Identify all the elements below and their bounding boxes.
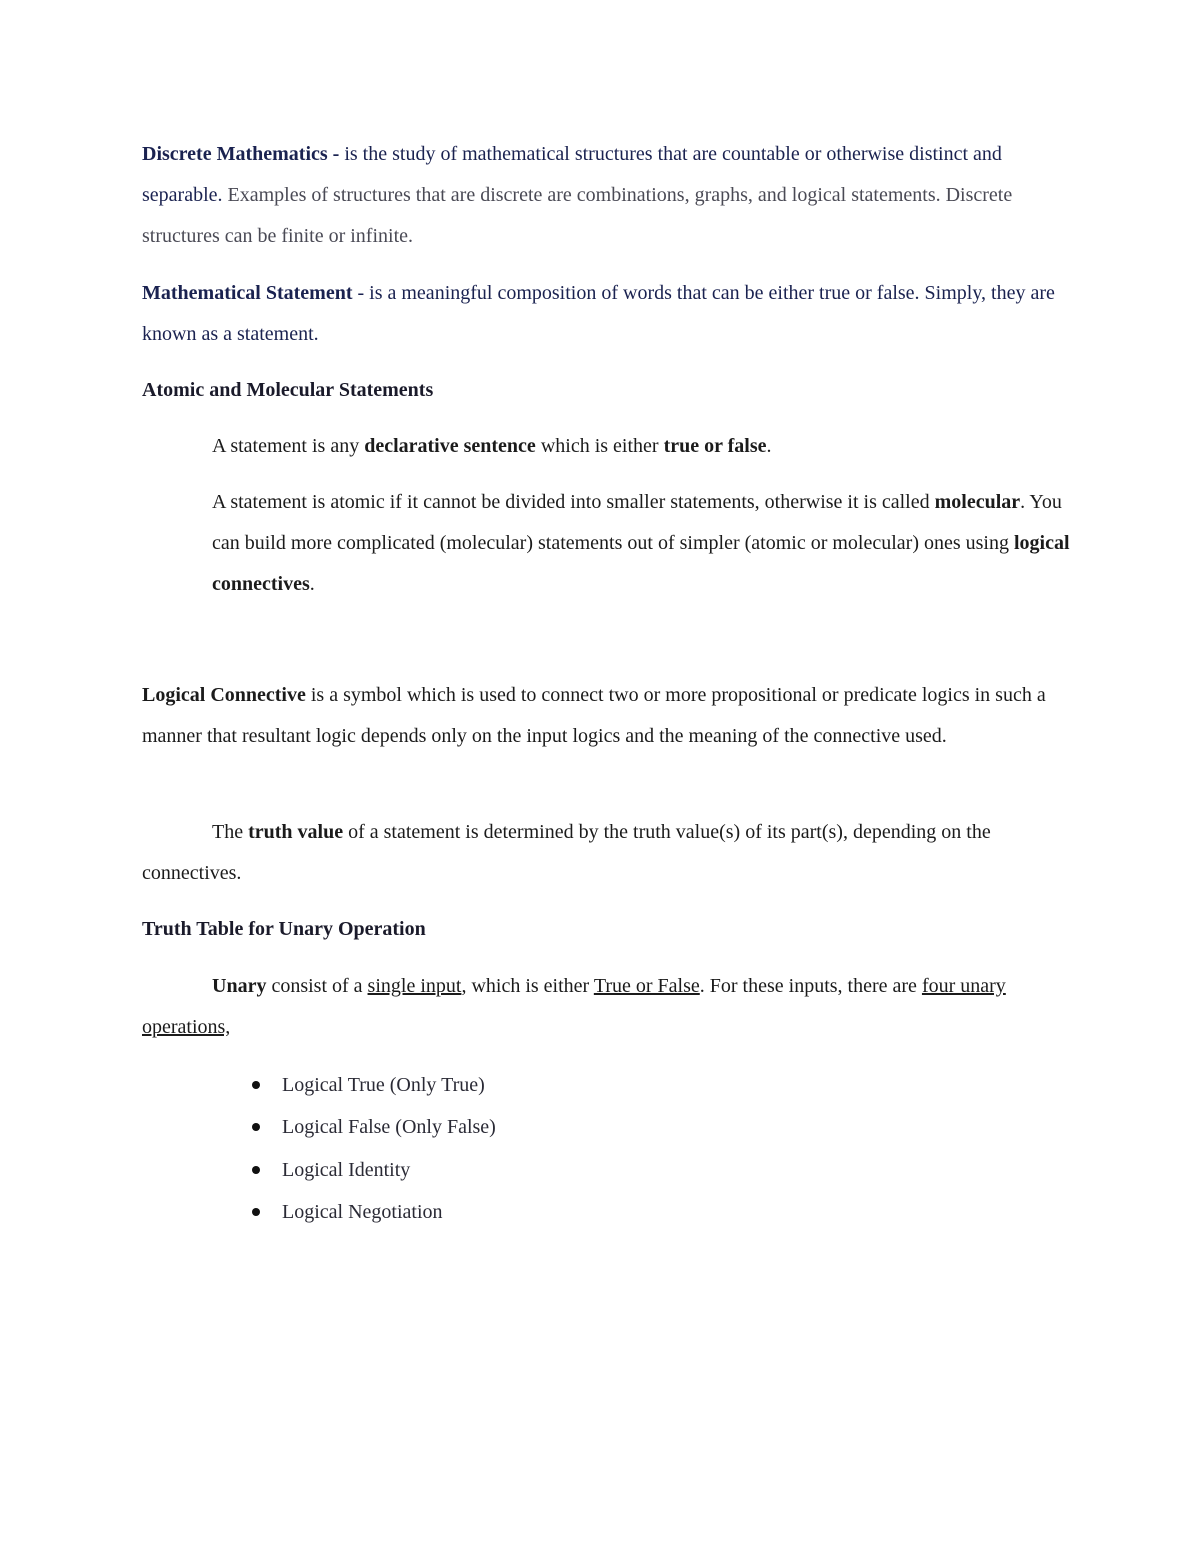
list-item-text: Logical False (Only False) bbox=[282, 1116, 496, 1139]
term-mathematical-statement: Mathematical Statement bbox=[142, 282, 353, 304]
truth-value-paragraph bbox=[142, 812, 1072, 894]
definition-text: is the study of mathematical structures that are countable or otherwise distinct and separable. bbox=[142, 143, 1002, 206]
text-segment: , which is either bbox=[461, 975, 594, 997]
unary-operations-list bbox=[248, 1064, 496, 1233]
underline-true-or-false: True or False bbox=[593, 975, 700, 997]
bold-truth-value: truth value bbox=[248, 821, 344, 843]
definition-text: is a symbol which is used to connect two or more propositional or predicate logics in such a manner that resultant logic depends only on the input logics and the meaning of the connective used. bbox=[142, 684, 1046, 747]
bullet-icon bbox=[252, 1081, 260, 1089]
text-segment: . bbox=[766, 435, 772, 457]
text-segment: which is either bbox=[535, 435, 664, 457]
bullet-icon bbox=[252, 1166, 260, 1174]
text-segment: . You can build more complicated (molecular) statements out of simpler (atomic or molecular) ones using bbox=[212, 491, 1062, 554]
text-segment: A statement is any bbox=[212, 435, 365, 457]
definition-text: - is a meaningful composition of words that can be either true or false. Simply, they are known as a statement. bbox=[142, 282, 1055, 345]
bullet-icon bbox=[252, 1208, 260, 1216]
text-segment: . For these inputs, there are bbox=[699, 975, 922, 997]
bullet-icon bbox=[252, 1123, 260, 1131]
text-segment: . bbox=[309, 573, 315, 595]
underline-four-unary-operations: four unary operations, bbox=[142, 975, 1006, 1038]
list-item-text: Logical True (Only True) bbox=[282, 1074, 485, 1096]
list-item-text: Logical Negotiation bbox=[282, 1200, 443, 1223]
list-item bbox=[248, 1106, 496, 1148]
mathematical-statement-definition bbox=[142, 273, 1072, 355]
heading-truth-table-unary: Truth Table for Unary Operation bbox=[142, 918, 426, 940]
text-segment: The bbox=[212, 821, 249, 843]
bold-true-or-false: true or false bbox=[663, 435, 767, 457]
bold-unary: Unary bbox=[212, 975, 267, 997]
list-item-text: Logical Identity bbox=[282, 1158, 411, 1181]
examples-text: Examples of structures that are discrete are combinations, graphs, and logical statements. Discrete structures can be finite or infinite. bbox=[142, 184, 1013, 247]
statement-paragraph bbox=[212, 426, 1072, 467]
list-item bbox=[248, 1149, 496, 1191]
list-item bbox=[248, 1191, 496, 1233]
discrete-mathematics-definition bbox=[142, 134, 1072, 257]
text-segment: of a statement is determined by the truth value(s) of its part(s), depending on the connectives. bbox=[142, 821, 991, 884]
bold-logical-connectives: logical connectives bbox=[212, 532, 1070, 595]
text-segment: consist of a bbox=[266, 975, 368, 997]
bold-molecular: molecular bbox=[934, 491, 1021, 513]
term-logical-connective: Logical Connective bbox=[142, 684, 306, 706]
unary-paragraph bbox=[142, 966, 1072, 1048]
term-discrete-mathematics: Discrete Mathematics - bbox=[142, 143, 340, 165]
list-item bbox=[248, 1064, 496, 1106]
underline-single-input: single input bbox=[367, 975, 462, 997]
bold-declarative-sentence: declarative sentence bbox=[364, 435, 536, 457]
logical-connective-definition bbox=[142, 675, 1072, 757]
atomic-paragraph bbox=[212, 482, 1072, 605]
heading-atomic-molecular: Atomic and Molecular Statements bbox=[142, 379, 434, 401]
text-segment: A statement is atomic if it cannot be divided into smaller statements, otherwise it is called bbox=[212, 491, 935, 513]
